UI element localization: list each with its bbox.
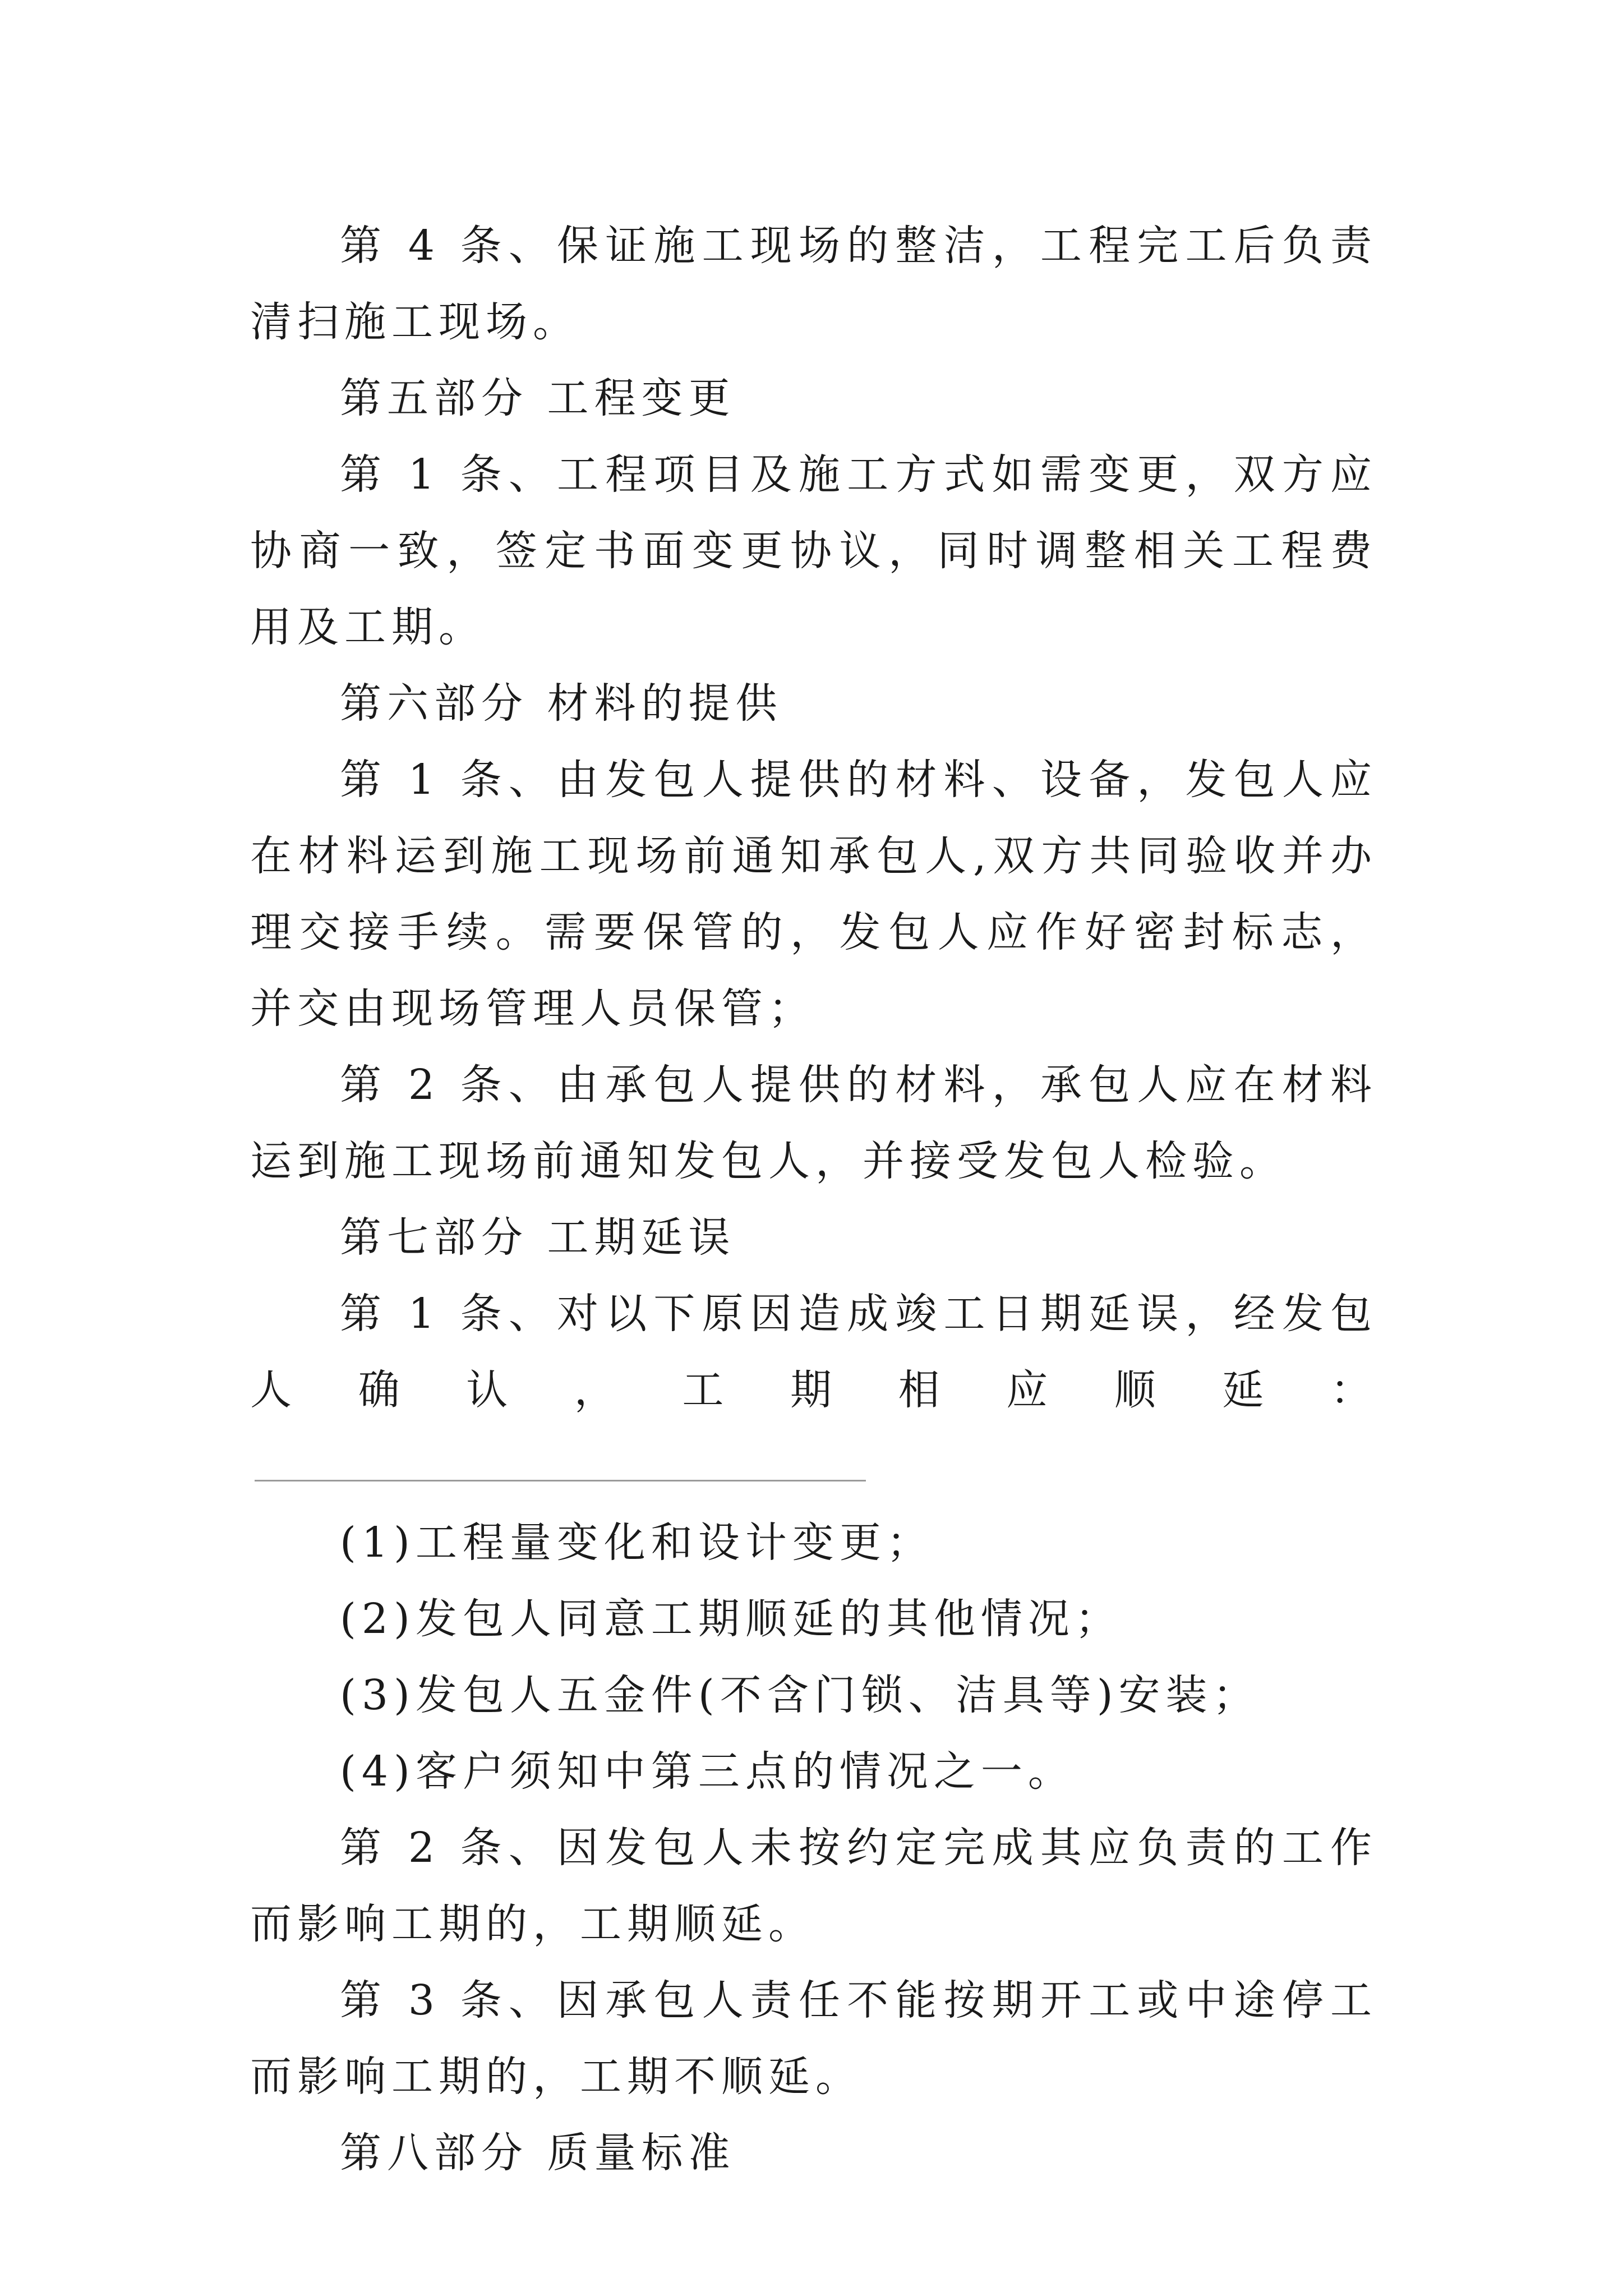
document-body — [250, 208, 1377, 2191]
section-7-clause-2: 第 2 条、因发包人未按约定完成其应负责的工作而影响工期的，工期顺延。 — [250, 1824, 1377, 1948]
section-5-clause-1: 第 1 条、工程项目及施工方式如需变更，双方应协商一致，签定书面变更协议，同时调整相关工程费用及工期。 — [250, 450, 1377, 651]
delay-reason-1: (1)工程量变化和设计变更； — [340, 1519, 934, 1567]
section-7-clause-1 — [250, 1276, 1377, 1504]
clause-4-site-cleanliness: 第 4 条、保证施工现场的整洁，工程完工后负责清扫施工现场。 — [250, 222, 1377, 346]
section-6-clause-2: 第 2 条、由承包人提供的材料，承包人应在材料运到施工现场前通知发包人，并接受发包人检验。 — [250, 1061, 1377, 1185]
section-7-heading: 第七部分 工期延误 — [340, 1213, 736, 1262]
delay-reason-3: (3)发包人五金件(不含门锁、洁具等)安装； — [340, 1671, 1260, 1719]
section-8-heading: 第八部分 质量标准 — [340, 2129, 736, 2177]
delay-reason-4: (4)客户须知中第三点的情况之一。 — [340, 1747, 1075, 1796]
fill-in-blank-line — [255, 1478, 866, 1481]
section-7-clause-3: 第 3 条、因承包人责任不能按期开工或中途停工而影响工期的，工期不顺延。 — [250, 1976, 1377, 2101]
section-6-clause-1: 第 1 条、由发包人提供的材料、设备，发包人应在材料运到施工现场前通知承包人,双方共同验收并办理交接手续。需要保管的，发包人应作好密封标志，并交由现场管理人员保管； — [250, 756, 1377, 1033]
section-5-heading: 第五部分 工程变更 — [340, 374, 736, 422]
section-7-clause-1-text: 第 1 条、对以下原因造成竣工日期延误，经发包人确认，工期相应顺延： — [250, 1290, 1377, 1414]
section-6-heading: 第六部分 材料的提供 — [340, 679, 783, 728]
delay-reason-2: (2)发包人同意工期顺延的其他情况； — [340, 1595, 1122, 1643]
